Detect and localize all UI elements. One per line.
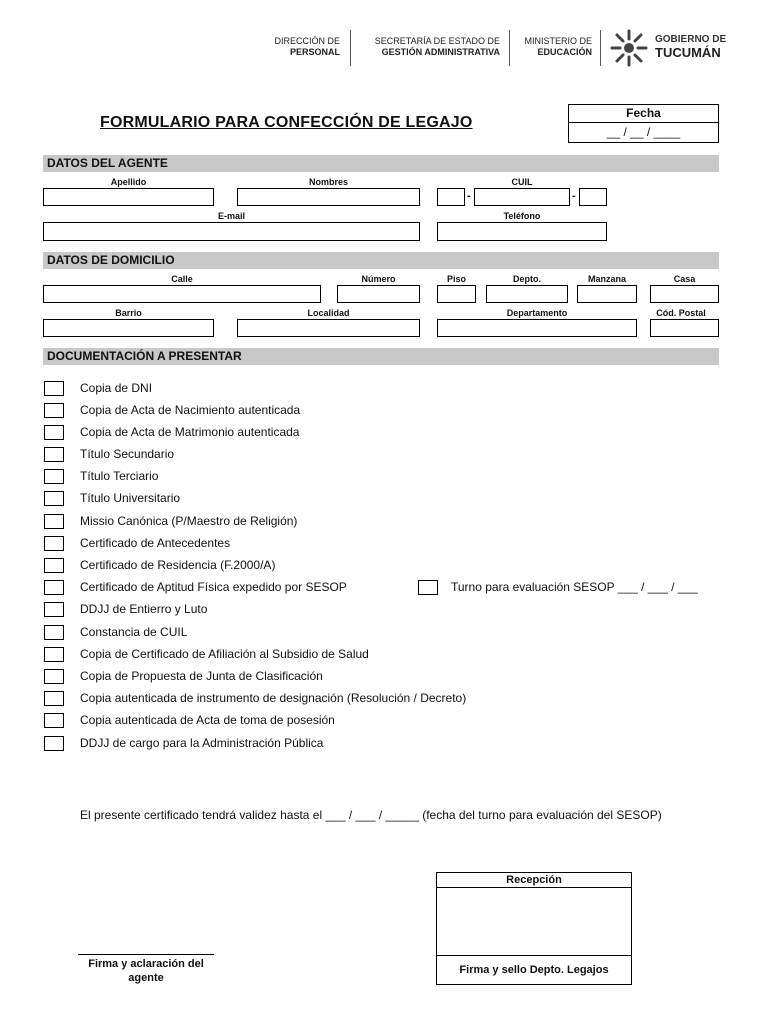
recepcion-label: Recepción bbox=[437, 873, 631, 888]
input-departamento[interactable] bbox=[437, 319, 637, 337]
cuil-dash-1: - bbox=[467, 190, 471, 202]
firma-agente bbox=[64, 957, 228, 985]
label-calle: Calle bbox=[171, 274, 193, 284]
header-gobierno-line2: TUCUMÁN bbox=[655, 45, 721, 60]
label-numero: Número bbox=[361, 274, 396, 284]
section-datos-agente: DATOS DEL AGENTE bbox=[43, 155, 719, 172]
doc-item-label: Copia de Acta de Nacimiento autenticada bbox=[80, 403, 301, 417]
input-piso[interactable] bbox=[437, 285, 476, 303]
doc-item-label: DDJJ de Entierro y Luto bbox=[80, 602, 208, 616]
header-ministerio bbox=[512, 36, 592, 58]
checkbox-item[interactable] bbox=[44, 647, 64, 662]
validez-text: El presente certificado tendrá validez hasta el ___ / ___ / _____ (fecha del turno para evaluación del SESOP) bbox=[80, 808, 662, 822]
doc-item-label: Certificado de Antecedentes bbox=[80, 536, 231, 550]
doc-item-label: Título Terciario bbox=[80, 469, 159, 483]
checkbox-item[interactable] bbox=[44, 403, 64, 418]
doc-item-label: Título Universitario bbox=[80, 491, 181, 505]
label-manzana: Manzana bbox=[587, 274, 626, 284]
section-documentacion: DOCUMENTACIÓN A PRESENTAR bbox=[43, 348, 719, 365]
checkbox-item[interactable] bbox=[44, 625, 64, 640]
input-casa[interactable] bbox=[650, 285, 719, 303]
recepcion-stamp-area[interactable] bbox=[437, 888, 631, 955]
header-ministerio-line2: EDUCACIÓN bbox=[537, 47, 592, 57]
input-localidad[interactable] bbox=[237, 319, 420, 337]
label-telefono: Teléfono bbox=[503, 211, 541, 221]
firma-agente-line2: agente bbox=[128, 972, 164, 984]
firma-agente-line bbox=[78, 954, 214, 955]
doc-item-label: Missio Canónica (P/Maestro de Religión) bbox=[80, 514, 298, 528]
doc-item-label: Constancia de CUIL bbox=[80, 625, 188, 639]
tucuman-logo-icon bbox=[608, 28, 650, 68]
checkbox-item[interactable] bbox=[44, 447, 64, 462]
input-apellido[interactable] bbox=[43, 188, 214, 206]
header-direccion bbox=[262, 36, 340, 58]
doc-item-label: Copia de Certificado de Afiliación al Subsidio de Salud bbox=[80, 647, 369, 661]
input-telefono[interactable] bbox=[437, 222, 607, 241]
header-divider-2 bbox=[509, 30, 510, 66]
input-cuil-prefix[interactable] bbox=[437, 188, 465, 206]
header-ministerio-line1: MINISTERIO DE bbox=[524, 36, 592, 46]
header-divider-1 bbox=[350, 30, 351, 66]
checkbox-item[interactable] bbox=[44, 381, 64, 396]
fecha-box bbox=[568, 104, 719, 143]
checkbox-item[interactable] bbox=[44, 425, 64, 440]
checkbox-item[interactable] bbox=[44, 536, 64, 551]
label-piso: Piso bbox=[446, 274, 466, 284]
doc-item-label: Título Secundario bbox=[80, 447, 175, 461]
input-depto[interactable] bbox=[486, 285, 568, 303]
doc-item-label: Copia de DNI bbox=[80, 381, 153, 395]
checkbox-item[interactable] bbox=[44, 491, 64, 506]
doc-item-label: Copia autenticada de instrumento de designación (Resolución / Decreto) bbox=[80, 691, 467, 705]
doc-item-label: Copia de Acta de Matrimonio autenticada bbox=[80, 425, 300, 439]
fecha-value[interactable]: __ / __ / ____ bbox=[606, 125, 681, 139]
doc-item-label: Copia de Propuesta de Junta de Clasificación bbox=[80, 669, 323, 683]
firma-agente-line1: Firma y aclaración del bbox=[88, 958, 204, 970]
checkbox-item[interactable] bbox=[44, 713, 64, 728]
label-barrio: Barrio bbox=[115, 308, 142, 318]
recepcion-box bbox=[436, 872, 632, 985]
checkbox-turno-sesop[interactable] bbox=[418, 580, 438, 595]
label-departamento: Departamento bbox=[506, 308, 568, 318]
header-direccion-line2: PERSONAL bbox=[289, 47, 340, 57]
input-email[interactable] bbox=[43, 222, 420, 241]
cuil-dash-2: - bbox=[572, 190, 576, 202]
header-secretaria-line1: SECRETARÍA DE ESTADO DE bbox=[374, 36, 500, 46]
recepcion-footer: Firma y sello Depto. Legajos bbox=[437, 955, 631, 984]
label-cod-postal: Cód. Postal bbox=[656, 308, 706, 318]
checkbox-item[interactable] bbox=[44, 669, 64, 684]
turno-sesop-label: Turno para evaluación SESOP ___ / ___ / ___ bbox=[451, 580, 698, 594]
fecha-label: Fecha bbox=[569, 105, 718, 123]
doc-item-label: Certificado de Aptitud Física expedido por SESOP bbox=[80, 580, 347, 594]
checkbox-item[interactable] bbox=[44, 514, 64, 529]
input-manzana[interactable] bbox=[577, 285, 637, 303]
header-gobierno-line1: GOBIERNO DE bbox=[655, 34, 727, 45]
label-nombres: Nombres bbox=[308, 177, 348, 187]
doc-item-label: DDJJ de cargo para la Administración Pública bbox=[80, 736, 324, 750]
label-cuil: CUIL bbox=[511, 177, 533, 187]
header-secretaria-line2: GESTIÓN ADMINISTRATIVA bbox=[381, 47, 500, 57]
checkbox-item[interactable] bbox=[44, 736, 64, 751]
label-casa: Casa bbox=[673, 274, 696, 284]
form-title: FORMULARIO PARA CONFECCIÓN DE LEGAJO bbox=[100, 114, 473, 131]
doc-item-label: Certificado de Residencia (F.2000/A) bbox=[80, 558, 276, 572]
checkbox-item[interactable] bbox=[44, 602, 64, 617]
input-calle[interactable] bbox=[43, 285, 321, 303]
checkbox-item[interactable] bbox=[44, 558, 64, 573]
input-numero[interactable] bbox=[337, 285, 420, 303]
input-cuil-number[interactable] bbox=[474, 188, 570, 206]
label-email: E-mail bbox=[217, 211, 245, 221]
section-datos-domicilio: DATOS DE DOMICILIO bbox=[43, 252, 719, 269]
checkbox-item[interactable] bbox=[44, 691, 64, 706]
label-depto: Depto. bbox=[513, 274, 541, 284]
input-cod-postal[interactable] bbox=[650, 319, 719, 337]
label-localidad: Localidad bbox=[307, 308, 350, 318]
header-direccion-line1: DIRECCIÓN DE bbox=[274, 36, 340, 46]
header-divider-3 bbox=[600, 30, 601, 66]
doc-item-label: Copia autenticada de Acta de toma de posesión bbox=[80, 713, 335, 727]
input-nombres[interactable] bbox=[237, 188, 420, 206]
checkbox-item[interactable] bbox=[44, 580, 64, 595]
header-gobierno bbox=[655, 34, 745, 60]
input-cuil-suffix[interactable] bbox=[579, 188, 607, 206]
label-apellido: Apellido bbox=[110, 177, 147, 187]
checkbox-item[interactable] bbox=[44, 469, 64, 484]
input-barrio[interactable] bbox=[43, 319, 214, 337]
header-secretaria bbox=[354, 36, 500, 58]
